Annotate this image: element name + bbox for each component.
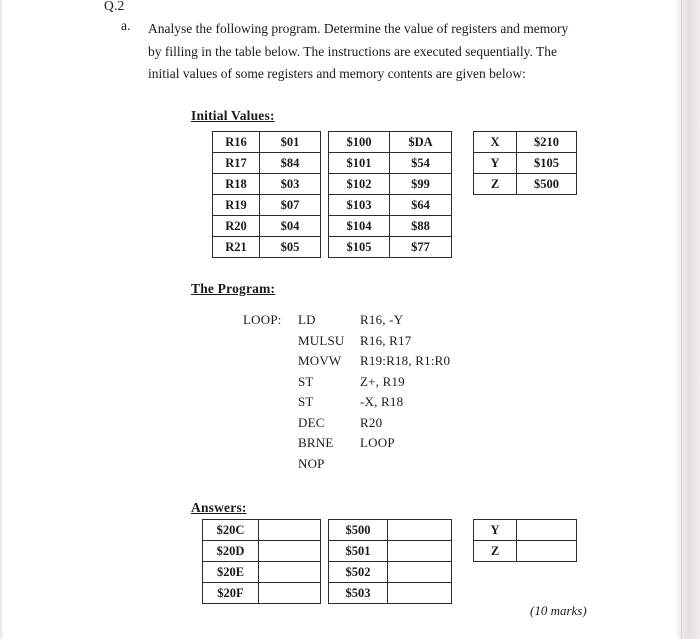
question-prompt-line: by filling in the table below. The instructions are executed sequentially. The — [148, 43, 558, 59]
answer-memory-address: $20E — [203, 562, 259, 583]
answer-memory-input[interactable] — [259, 562, 321, 583]
answer-memory-address: $20F — [203, 583, 259, 604]
memory-address: $104 — [329, 216, 390, 237]
memory-value: $77 — [390, 237, 452, 258]
pointer-name: Z — [474, 174, 517, 195]
table-row — [203, 541, 321, 562]
initial-memory-table — [328, 131, 452, 258]
program-instruction-row — [0, 374, 700, 395]
table-row — [203, 583, 321, 604]
table-row — [474, 520, 577, 541]
table-row — [474, 174, 577, 195]
pointer-name: X — [474, 132, 517, 153]
memory-value: $99 — [390, 174, 452, 195]
memory-value: $54 — [390, 153, 452, 174]
initial-values-heading: Initial Values: — [191, 108, 275, 123]
register-name: R20 — [213, 216, 260, 237]
initial-pointers-table — [473, 131, 577, 195]
program-mnemonic: ST — [298, 394, 314, 409]
program-mnemonic: DEC — [298, 414, 325, 430]
register-value: $01 — [260, 132, 321, 153]
memory-address: $103 — [329, 195, 390, 216]
table-row — [213, 174, 321, 195]
program-mnemonic: MOVW — [298, 353, 342, 368]
answer-memory-input[interactable] — [388, 562, 452, 583]
table-row — [329, 195, 452, 216]
memory-address: $101 — [329, 153, 390, 174]
table-row — [329, 562, 452, 583]
table-row — [474, 132, 577, 153]
table-row — [213, 195, 321, 216]
table-row — [203, 520, 321, 541]
program-instruction-row — [0, 333, 700, 354]
program-instruction-row — [0, 456, 700, 477]
table-row — [329, 216, 452, 237]
marks-label: (10 marks) — [530, 603, 587, 618]
program-operands: R16, -Y — [360, 312, 404, 327]
table-row — [329, 583, 452, 604]
program-mnemonic: BRNE — [298, 435, 334, 450]
table-row — [329, 132, 452, 153]
table-row — [329, 174, 452, 195]
program-label: LOOP: — [243, 312, 282, 327]
answer-memory-address: $20D — [203, 541, 259, 562]
register-value: $07 — [260, 195, 321, 216]
register-name: R19 — [213, 195, 260, 216]
program-mnemonic: NOP — [298, 455, 325, 471]
answer-memory-input[interactable] — [388, 541, 452, 562]
program-operands: Z+, R19 — [360, 373, 405, 389]
register-name: R17 — [213, 153, 260, 174]
table-row — [474, 541, 577, 562]
answer-pointer-input[interactable] — [517, 541, 577, 562]
question-prompt-line: Analyse the following program. Determine the value of registers and memory — [148, 21, 569, 36]
program-instruction-row — [0, 394, 700, 415]
pointer-value: $500 — [517, 174, 577, 195]
initial-registers-table — [212, 131, 321, 258]
answer-memory-input[interactable] — [259, 541, 321, 562]
pointer-name: Y — [474, 153, 517, 174]
question-prompt — [148, 18, 600, 86]
register-value: $05 — [260, 237, 321, 258]
answer-memory-input[interactable] — [388, 520, 452, 541]
answers-memory-table-2 — [328, 519, 452, 604]
answer-memory-address: $500 — [329, 520, 388, 541]
table-row — [329, 520, 452, 541]
answer-memory-address: $20C — [203, 520, 259, 541]
register-name: R16 — [213, 132, 260, 153]
memory-value: $88 — [390, 216, 452, 237]
memory-address: $105 — [329, 237, 390, 258]
memory-address: $102 — [329, 174, 390, 195]
program-operands: LOOP — [360, 435, 395, 450]
answers-memory-table-1 — [202, 519, 321, 604]
table-row — [213, 237, 321, 258]
table-row — [203, 562, 321, 583]
program-instruction-row — [0, 353, 700, 374]
answer-memory-input[interactable] — [259, 520, 321, 541]
program-operands: R20 — [360, 414, 383, 430]
register-name: R18 — [213, 174, 260, 195]
answers-pointers-table — [473, 519, 577, 562]
table-row — [213, 132, 321, 153]
pointer-value: $105 — [517, 153, 577, 174]
table-row — [329, 541, 452, 562]
pointer-value: $210 — [517, 132, 577, 153]
program-instruction-row — [0, 312, 700, 333]
table-row — [213, 216, 321, 237]
memory-address: $100 — [329, 132, 390, 153]
program-mnemonic: ST — [298, 373, 314, 389]
question-item-marker: a. — [121, 18, 131, 33]
table-row — [213, 153, 321, 174]
program-heading: The Program: — [191, 281, 276, 296]
answer-memory-input[interactable] — [388, 583, 452, 604]
answer-memory-address: $502 — [329, 562, 388, 583]
program-mnemonic: MULSU — [298, 332, 345, 348]
table-row — [329, 237, 452, 258]
answers-heading: Answers: — [191, 500, 247, 515]
question-prompt-line: initial values of some registers and memory contents are given below: — [148, 66, 526, 81]
register-value: $84 — [260, 153, 321, 174]
answer-pointer-name: Y — [474, 520, 517, 541]
program-mnemonic: LD — [298, 312, 316, 327]
program-listing — [0, 312, 700, 476]
register-name: R21 — [213, 237, 260, 258]
answer-memory-input[interactable] — [259, 583, 321, 604]
table-row — [474, 153, 577, 174]
program-operands: -X, R18 — [360, 394, 404, 409]
question-number: Q.2 — [104, 0, 125, 13]
program-operands: R19:R18, R1:R0 — [360, 353, 451, 368]
program-operands: R16, R17 — [360, 332, 412, 348]
answer-pointer-name: Z — [474, 541, 517, 562]
register-value: $03 — [260, 174, 321, 195]
table-row — [329, 153, 452, 174]
answer-memory-address: $501 — [329, 541, 388, 562]
program-instruction-row — [0, 415, 700, 436]
answer-pointer-input[interactable] — [517, 520, 577, 541]
memory-value: $64 — [390, 195, 452, 216]
register-value: $04 — [260, 216, 321, 237]
program-instruction-row — [0, 435, 700, 456]
answer-memory-address: $503 — [329, 583, 388, 604]
memory-value: $DA — [390, 132, 452, 153]
